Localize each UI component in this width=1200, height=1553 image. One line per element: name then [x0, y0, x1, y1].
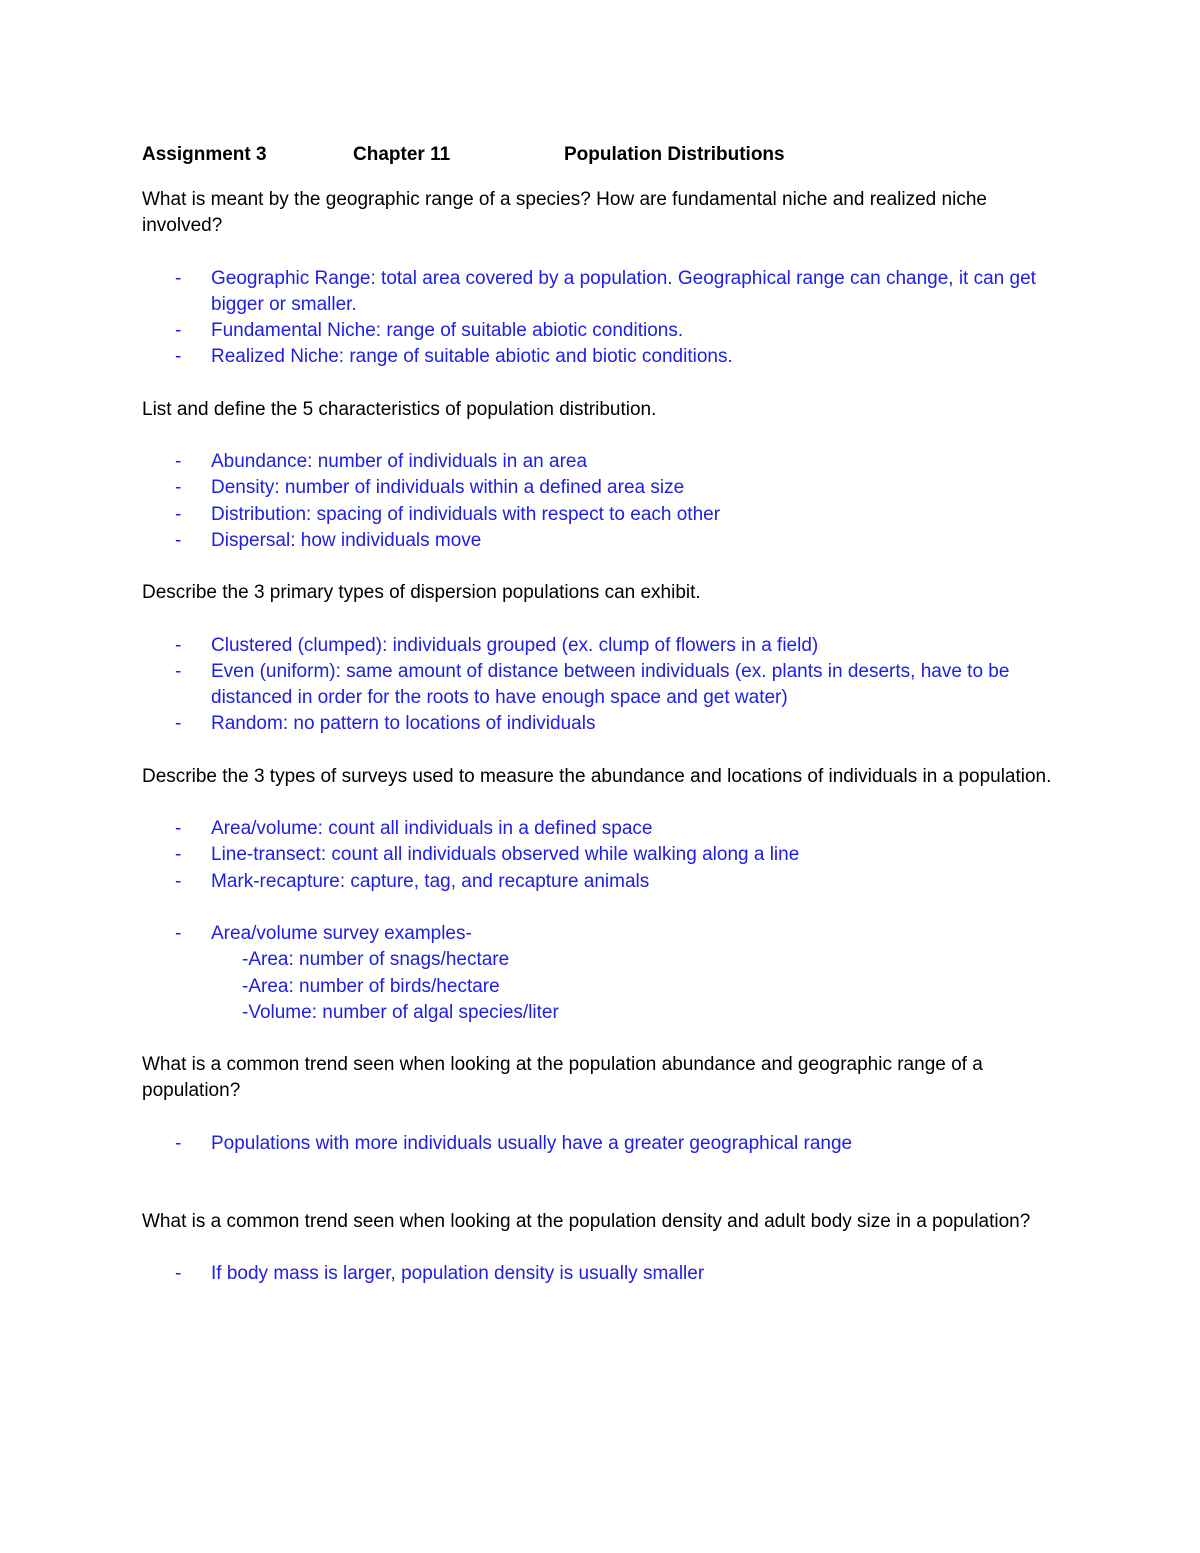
answer-list-geographic-range	[142, 266, 1072, 371]
answer-item: - Populations with more individuals usually have a greater geographical range	[142, 1131, 1072, 1157]
question-dispersion-types: Describe the 3 primary types of dispersion populations can exhibit.	[142, 582, 701, 604]
answer-list-abundance-range-trend	[142, 1131, 1072, 1157]
example-item: -Volume: number of algal species/liter	[242, 1001, 559, 1023]
answer-list-density-bodysize-trend	[142, 1261, 1072, 1287]
chapter-label: Chapter 11	[353, 144, 451, 165]
topic-title: Population Distributions	[564, 144, 785, 165]
answer-item: - Distribution: spacing of individuals with respect to each other	[142, 502, 1072, 528]
example-item: -Area: number of snags/hectare	[242, 949, 510, 971]
question-survey-types: Describe the 3 types of surveys used to measure the abundance and locations of individuals in a population.	[142, 765, 1052, 787]
answer-list-distribution-characteristics	[142, 449, 1072, 554]
document-body	[142, 187, 1072, 1314]
answer-item: - Realized Niche: range of suitable abiotic and biotic conditions.	[142, 344, 1072, 370]
question-geographic-range: What is meant by the geographic range of a species? How are fundamental niche and realized niche involved?	[142, 189, 987, 237]
answer-item: - If body mass is larger, population density is usually smaller	[142, 1261, 1072, 1287]
answer-list-dispersion-types	[142, 633, 1072, 738]
question-density-bodysize-trend: What is a common trend seen when looking at the population density and adult body size in a population?	[142, 1211, 1031, 1233]
answer-item: - Clustered (clumped): individuals grouped (ex. clump of flowers in a field)	[142, 633, 1072, 659]
answer-item: - Density: number of individuals within a defined area size	[142, 475, 1072, 501]
answer-item: - Even (uniform): same amount of distance between individuals (ex. plants in deserts, have to be distanced in order for the roots to have enough space and get water)	[142, 659, 1072, 712]
answer-list-survey-types	[142, 816, 1072, 895]
survey-examples	[142, 921, 1072, 1026]
answer-item: - Fundamental Niche: range of suitable abiotic conditions.	[142, 318, 1072, 344]
answer-item: - Mark-recapture: capture, tag, and recapture animals	[142, 869, 1072, 895]
answer-item: - Random: no pattern to locations of individuals	[142, 711, 1072, 737]
answer-item: - Abundance: number of individuals in an area	[142, 449, 1072, 475]
answer-item: - Area/volume: count all individuals in a defined space	[142, 816, 1072, 842]
answer-item: - Line-transect: count all individuals observed while walking along a line	[142, 842, 1072, 868]
answer-item: - Geographic Range: total area covered by a population. Geographical range can change, it can get bigger or smaller.	[142, 266, 1072, 319]
question-abundance-range-trend: What is a common trend seen when looking at the population abundance and geographic range of a population?	[142, 1054, 983, 1102]
question-distribution-characteristics: List and define the 5 characteristics of population distribution.	[142, 398, 657, 420]
examples-heading: - Area/volume survey examples-	[142, 921, 1072, 947]
example-item: -Area: number of birds/hectare	[242, 975, 500, 997]
spacer	[142, 1183, 1072, 1209]
answer-item: - Dispersal: how individuals move	[142, 528, 1072, 554]
assignment-label: Assignment 3	[142, 144, 267, 165]
